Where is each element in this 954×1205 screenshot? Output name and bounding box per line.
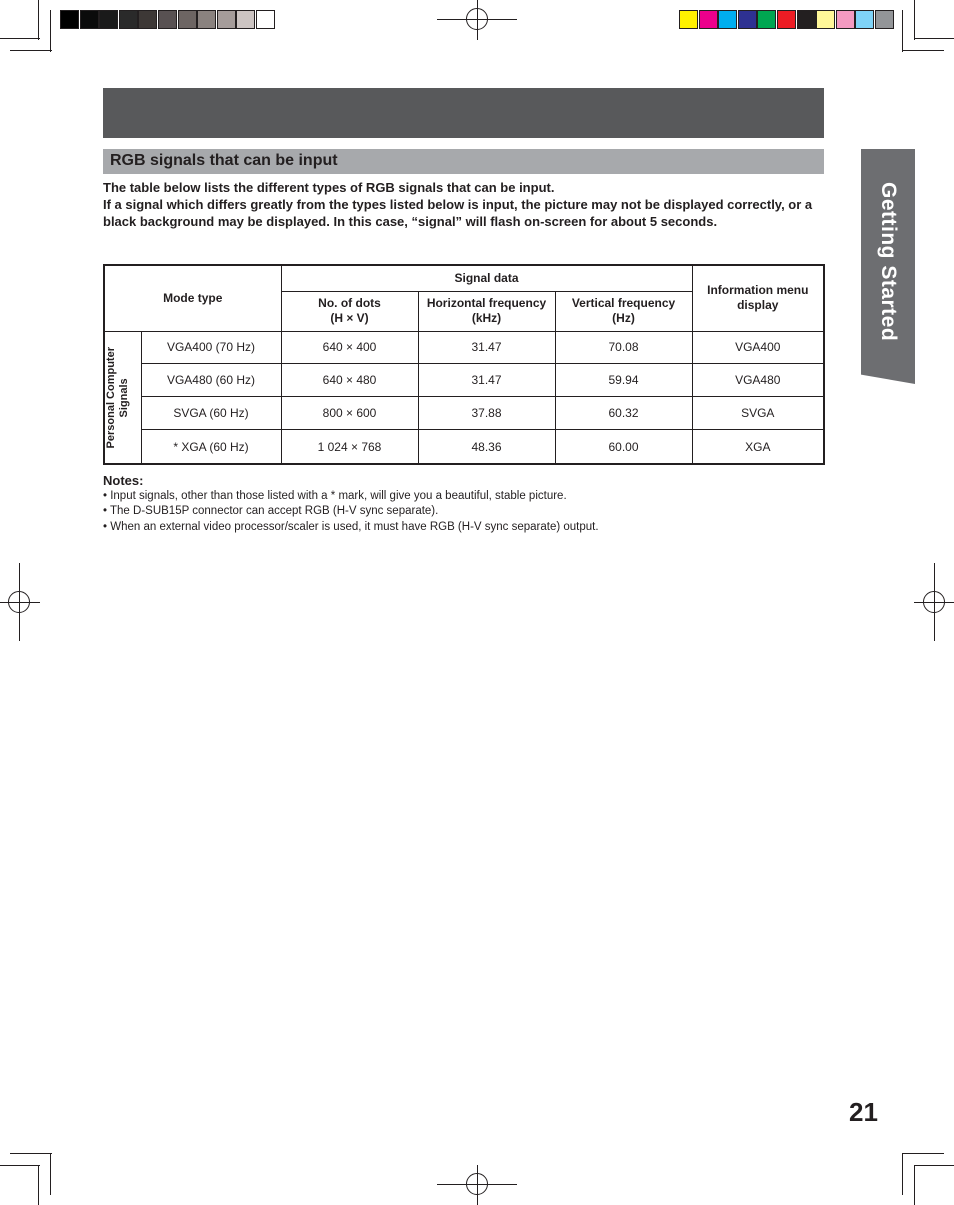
mode-cell: * XGA (60 Hz) xyxy=(141,430,281,464)
color-swatch xyxy=(816,10,835,29)
color-swatch xyxy=(99,10,118,29)
info-cell: VGA400 xyxy=(692,331,824,364)
notes xyxy=(103,473,823,535)
color-swatch xyxy=(80,10,99,29)
side-tab-label-wrapper xyxy=(861,149,915,375)
header-bar xyxy=(103,88,824,138)
header-hfreq-line: Horizontal frequency xyxy=(426,296,547,310)
color-swatch xyxy=(777,10,796,29)
color-swatch xyxy=(158,10,177,29)
dots-cell: 800 × 600 xyxy=(281,397,418,430)
note-item: • Input signals, other than those listed with a * mark, will give you a beautiful, stable picture. xyxy=(103,489,567,502)
table-row xyxy=(104,430,824,464)
mode-cell: VGA400 (70 Hz) xyxy=(141,331,281,364)
color-swatch xyxy=(178,10,197,29)
header-vfreq-line: (Hz) xyxy=(612,311,635,325)
header-vertical-frequency xyxy=(555,291,692,331)
intro-paragraph: If a signal which differs greatly from the types listed below is input, the picture may not be displayed correctly, or a black background may be displayed. In this case, “signal” will flash on-screen for about 5 seconds. xyxy=(103,197,813,229)
color-swatch xyxy=(217,10,236,29)
note-item: • When an external video processor/scaler is used, it must have RGB (H-V sync separate) output. xyxy=(103,520,599,533)
vfreq-cell: 60.00 xyxy=(555,430,692,464)
dots-cell: 640 × 480 xyxy=(281,364,418,397)
note-item: • The D-SUB15P connector can accept RGB (H-V sync separate). xyxy=(103,505,439,517)
color-swatch xyxy=(797,10,816,29)
color-swatch xyxy=(718,10,737,29)
header-hfreq-line: (kHz) xyxy=(471,311,502,325)
group-label xyxy=(105,347,131,448)
color-swatch xyxy=(138,10,157,29)
color-swatch xyxy=(256,10,275,29)
mode-cell: SVGA (60 Hz) xyxy=(141,397,281,430)
vfreq-cell: 60.32 xyxy=(555,397,692,430)
page-number: 21 xyxy=(849,1097,878,1127)
rgb-signal-table xyxy=(103,264,825,465)
color-swatch xyxy=(875,10,894,29)
color-swatch xyxy=(855,10,874,29)
hfreq-cell: 31.47 xyxy=(418,364,555,397)
hfreq-cell: 37.88 xyxy=(418,397,555,430)
dots-cell: 1 024 × 768 xyxy=(281,430,418,464)
info-cell: XGA xyxy=(692,430,824,464)
mode-cell: VGA480 (60 Hz) xyxy=(141,364,281,397)
section-title: RGB signals that can be input xyxy=(110,152,338,169)
intro-text xyxy=(103,179,818,230)
info-cell: VGA480 xyxy=(692,364,824,397)
header-dots-line: No. of dots xyxy=(318,296,381,310)
table-row xyxy=(104,397,824,430)
intro-paragraph: The table below lists the different types of RGB signals that can be input. xyxy=(103,180,555,195)
hfreq-cell: 48.36 xyxy=(418,430,555,464)
color-swatch xyxy=(236,10,255,29)
color-swatch xyxy=(738,10,757,29)
color-swatch xyxy=(119,10,138,29)
table-row xyxy=(104,331,824,364)
color-swatch xyxy=(757,10,776,29)
color-swatch xyxy=(60,10,79,29)
color-swatch xyxy=(699,10,718,29)
group-label-line: Signals xyxy=(118,377,130,417)
header-dots xyxy=(281,291,418,331)
group-label-cell xyxy=(104,331,141,464)
notes-heading: Notes: xyxy=(103,473,144,488)
header-vfreq-line: Vertical frequency xyxy=(571,296,676,310)
vfreq-cell: 70.08 xyxy=(555,331,692,364)
header-horizontal-frequency xyxy=(418,291,555,331)
color-swatch xyxy=(679,10,698,29)
table-row xyxy=(104,364,824,397)
header-info-line: Information menu xyxy=(707,283,809,298)
info-cell: SVGA xyxy=(692,397,824,430)
side-tab-label: Getting Started xyxy=(877,182,900,342)
color-swatch xyxy=(836,10,855,29)
header-dots-line: (H × V) xyxy=(330,311,369,325)
vfreq-cell: 59.94 xyxy=(555,364,692,397)
color-swatch xyxy=(197,10,216,29)
dots-cell: 640 × 400 xyxy=(281,331,418,364)
hfreq-cell: 31.47 xyxy=(418,331,555,364)
header-info-line: display xyxy=(737,298,779,313)
header-mode-type: Mode type xyxy=(104,265,281,331)
group-label-line: Personal Computer xyxy=(105,346,117,448)
header-info-display xyxy=(692,265,824,331)
header-signal-data: Signal data xyxy=(281,265,692,291)
